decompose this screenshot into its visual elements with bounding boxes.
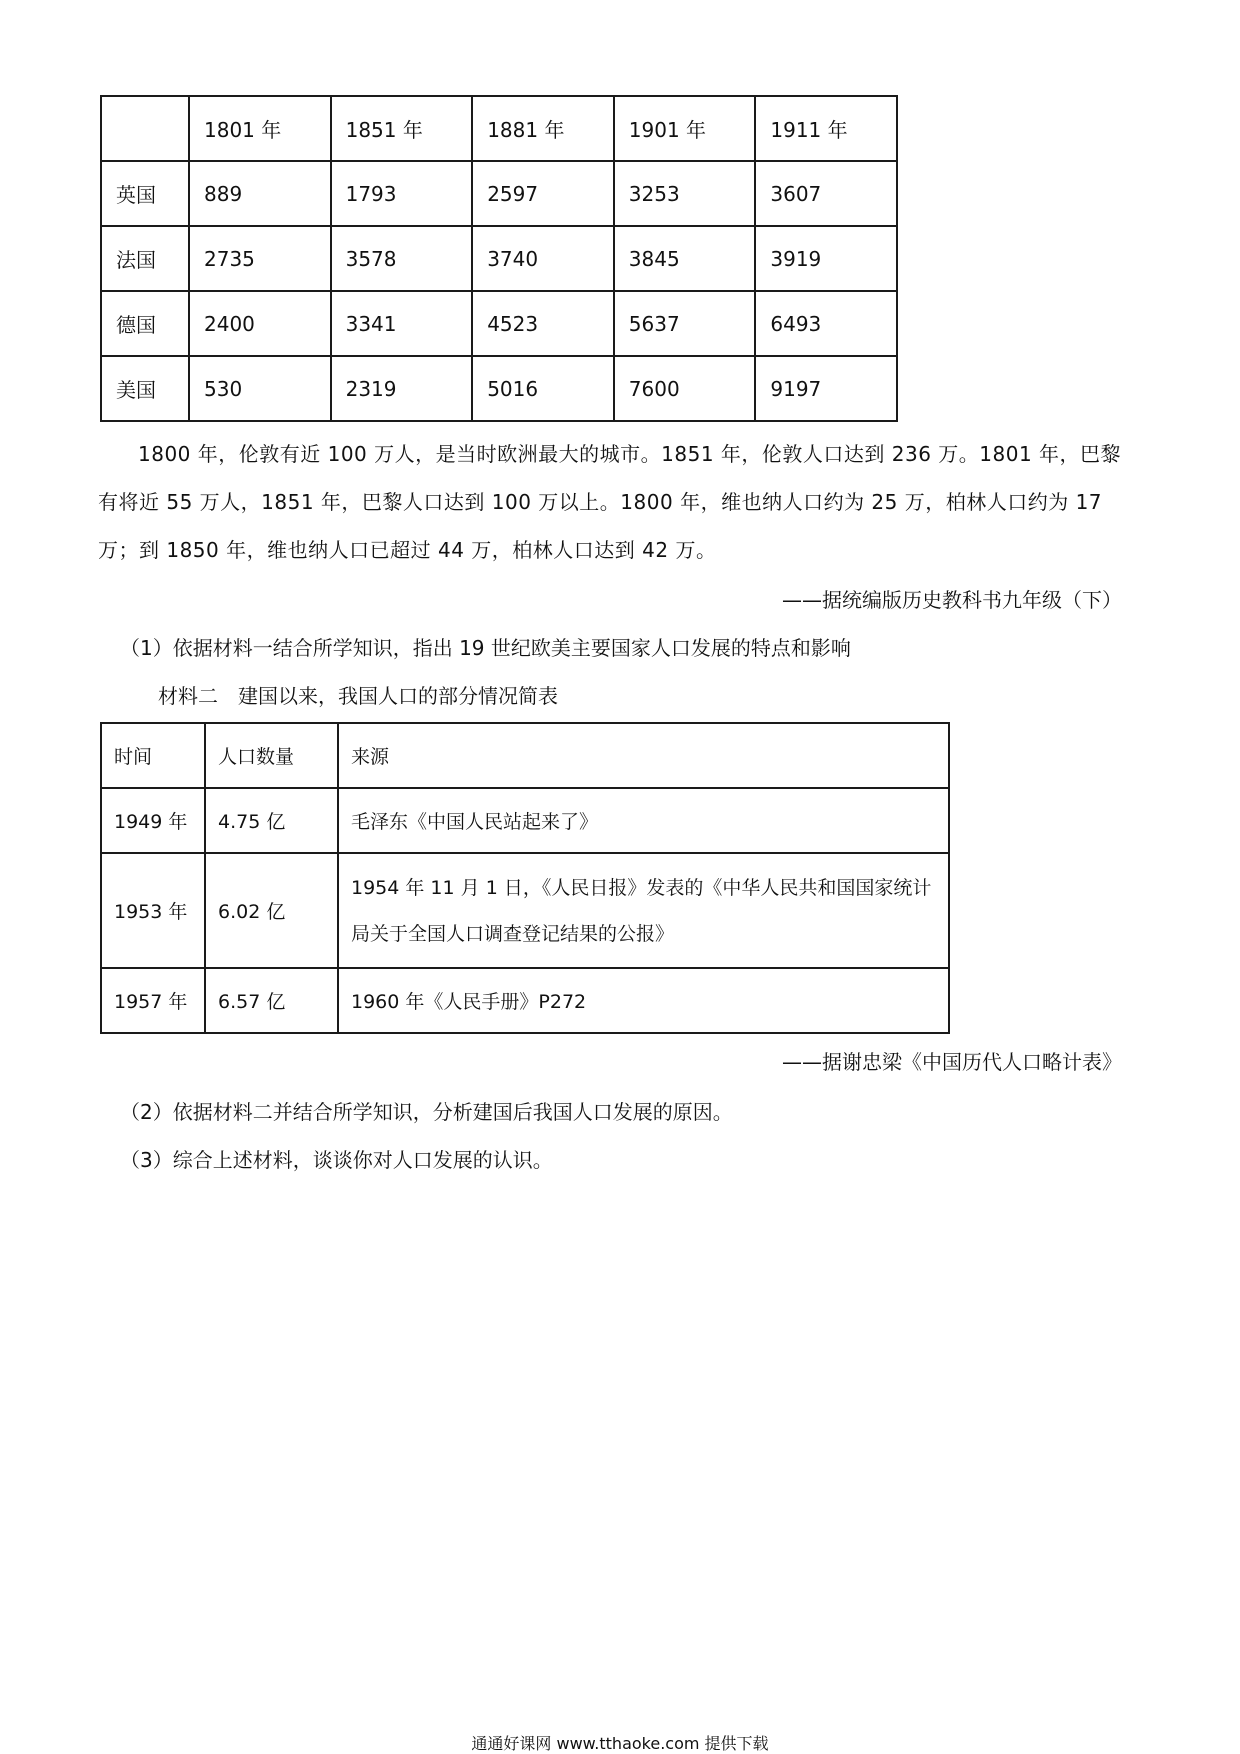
table-header-cell: 人口数量 xyxy=(205,723,338,788)
material1-source: ——据统编版历史教科书九年级（下） xyxy=(782,588,1122,612)
table-row xyxy=(101,356,897,421)
table-row xyxy=(101,161,897,226)
question-3: （3）综合上述材料，谈谈你对人口发展的认识。 xyxy=(120,1148,553,1172)
table-cell: 1953 年 xyxy=(101,853,205,968)
table-cell: 1949 年 xyxy=(101,788,205,853)
table-cell: 1793 xyxy=(331,161,473,226)
table-cell: 3578 xyxy=(331,226,473,291)
table-cell: 法国 xyxy=(101,226,189,291)
table-cell: 3253 xyxy=(614,161,756,226)
table-header-cell: 1901 年 xyxy=(614,96,756,161)
material1-paragraph: 1800 年，伦敦有近 100 万人，是当时欧洲最大的城市。1851 年，伦敦人口达到 236 万。1801 年，巴黎有将近 55 万人，1851 年，巴黎人口达到 100 万以上。1800 年，维也纳人口约为 25 万，柏林人口约为 17 万；到 1850 年，维也纳人口已超过 44 万，柏林人口达到 42 万。 xyxy=(98,442,1122,562)
table-row xyxy=(101,226,897,291)
table-header-cell: 1851 年 xyxy=(331,96,473,161)
table-header-cell: 来源 xyxy=(338,723,949,788)
table-cell: 5637 xyxy=(614,291,756,356)
table-cell: 3845 xyxy=(614,226,756,291)
table-cell: 3607 xyxy=(755,161,897,226)
table-cell: 1954 年 11 月 1 日，《人民日报》发表的《中华人民共和国国家统计局关于全国人口调查登记结果的公报》 xyxy=(338,853,949,968)
table-cell: 889 xyxy=(189,161,331,226)
table-header-cell: 1911 年 xyxy=(755,96,897,161)
table-header-cell: 1881 年 xyxy=(472,96,614,161)
table-cell: 2400 xyxy=(189,291,331,356)
table-cell: 9197 xyxy=(755,356,897,421)
table-header-row xyxy=(101,723,949,788)
table-cell: 4.75 亿 xyxy=(205,788,338,853)
table-row xyxy=(101,853,949,968)
table-cell: 2597 xyxy=(472,161,614,226)
table-cell: 5016 xyxy=(472,356,614,421)
table-cell: 6.02 亿 xyxy=(205,853,338,968)
table-cell: 1957 年 xyxy=(101,968,205,1033)
question-1: （1）依据材料一结合所学知识，指出 19 世纪欧美主要国家人口发展的特点和影响 xyxy=(120,636,851,660)
material2-source: ——据谢忠梁《中国历代人口略计表》 xyxy=(782,1050,1122,1074)
question-2: （2）依据材料二并结合所学知识，分析建国后我国人口发展的原因。 xyxy=(120,1100,733,1124)
table-row xyxy=(101,291,897,356)
table-cell: 2319 xyxy=(331,356,473,421)
population-table-europe-us xyxy=(100,95,898,422)
table-cell: 4523 xyxy=(472,291,614,356)
table-cell: 7600 xyxy=(614,356,756,421)
table-row xyxy=(101,788,949,853)
table-cell: 6493 xyxy=(755,291,897,356)
table-cell: 美国 xyxy=(101,356,189,421)
table-cell: 2735 xyxy=(189,226,331,291)
population-table-china xyxy=(100,722,950,1034)
table-header-cell: 时间 xyxy=(101,723,205,788)
table-header-row xyxy=(101,96,897,161)
table-cell: 3341 xyxy=(331,291,473,356)
table-cell: 3740 xyxy=(472,226,614,291)
table-cell: 530 xyxy=(189,356,331,421)
table-cell: 3919 xyxy=(755,226,897,291)
material2-title: 材料二 建国以来，我国人口的部分情况简表 xyxy=(158,684,558,708)
table-cell xyxy=(101,96,189,161)
table-cell: 毛泽东《中国人民站起来了》 xyxy=(338,788,949,853)
page-footer: 通通好课网 www.tthaoke.com 提供下载 xyxy=(471,1734,769,1753)
table-cell: 英国 xyxy=(101,161,189,226)
table-cell: 6.57 亿 xyxy=(205,968,338,1033)
table-header-cell: 1801 年 xyxy=(189,96,331,161)
table-row xyxy=(101,968,949,1033)
table-cell: 1960 年《人民手册》P272 xyxy=(338,968,949,1033)
table-cell: 德国 xyxy=(101,291,189,356)
